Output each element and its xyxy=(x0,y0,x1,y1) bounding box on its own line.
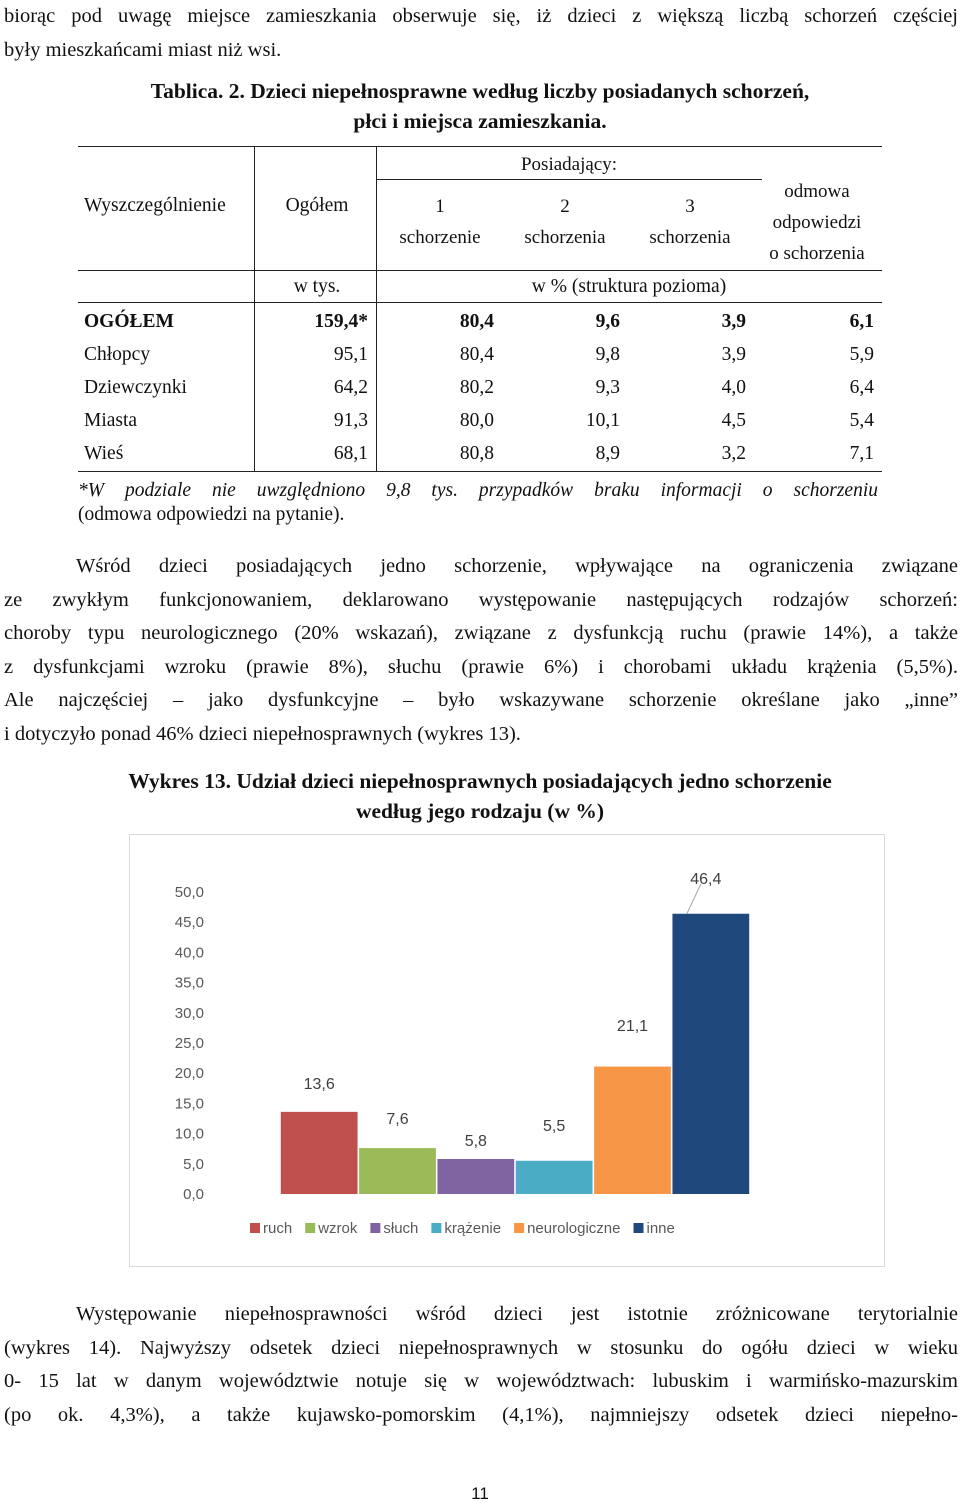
legend-label: ruch xyxy=(263,1220,293,1237)
header-text: schorzenia xyxy=(524,227,606,248)
header-col-2 xyxy=(502,191,628,253)
text-line: i dotyczyło ponad 46% dzieci niepełnosprawnych (wykres 13). xyxy=(4,722,521,745)
row-label: OGÓŁEM xyxy=(84,311,174,332)
row-total: 159,4* xyxy=(314,311,368,332)
chart-canvas xyxy=(130,835,884,1266)
text-line: 0- 15 lat w danym województwie notuje się w województwach: lubuskim i warmińsko-mazurskim xyxy=(4,1370,958,1392)
row-one: 80,8 xyxy=(459,443,494,464)
y-tick-label: 0,0 xyxy=(183,1186,204,1203)
text-line: Wśród dzieci posiadających jedno schorzenie, wpływające na ograniczenia związane xyxy=(76,555,958,577)
row-refusal: 5,9 xyxy=(849,344,874,365)
header-text: 3 xyxy=(685,196,695,217)
bar-słuch xyxy=(437,1159,514,1194)
row-two: 10,1 xyxy=(585,410,620,431)
row-total: 64,2 xyxy=(333,377,368,398)
header-text: 1 xyxy=(435,196,445,217)
row-three: 3,9 xyxy=(721,344,746,365)
legend-label: krążenie xyxy=(444,1220,502,1237)
legend-swatch xyxy=(514,1223,524,1233)
row-refusal: 6,4 xyxy=(849,377,874,398)
legend-swatch xyxy=(250,1223,260,1233)
y-tick-label: 30,0 xyxy=(174,1004,204,1022)
bar-krążenie xyxy=(516,1161,593,1194)
legend-label: inne xyxy=(646,1220,675,1237)
data-table xyxy=(78,146,882,472)
row-two: 9,3 xyxy=(595,377,620,398)
footnote-line: (odmowa odpowiedzi na pytanie). xyxy=(78,504,345,525)
header-text: schorzenia xyxy=(649,227,731,248)
text-line: Występowanie niepełnosprawności wśród dzieci jest istotnie zróżnicowane terytorialnie xyxy=(76,1303,958,1325)
chart-caption xyxy=(0,766,960,826)
text-line: (po ok. 4,3%), a także kujawsko-pomorskim (4,1%), najmniejszy odsetek dzieci niepełno- xyxy=(4,1403,958,1426)
data-label-leader xyxy=(687,884,701,914)
row-refusal: 6,1 xyxy=(849,311,874,332)
y-tick-label: 35,0 xyxy=(174,974,204,992)
row-two: 9,8 xyxy=(595,344,620,365)
table-caption xyxy=(0,76,960,136)
data-label: 7,6 xyxy=(386,1111,409,1128)
row-one: 80,4 xyxy=(459,311,494,332)
row-three: 3,2 xyxy=(721,443,746,464)
row-three: 4,0 xyxy=(721,377,746,398)
body-paragraph xyxy=(4,550,958,751)
text-line: były mieszkańcami miast niż wsi. xyxy=(4,38,282,61)
row-label: Wieś xyxy=(84,443,124,464)
data-label: 5,5 xyxy=(543,1118,566,1135)
text-line: (wykres 14). Najwyższy odsetek dzieci niepełnosprawnych w stosunku do ogółu dzieci w wieku xyxy=(4,1336,958,1359)
header-text: odpowiedzi xyxy=(772,212,862,233)
y-tick-label: 10,0 xyxy=(174,1125,204,1143)
table-divider xyxy=(376,146,377,472)
intro-paragraph xyxy=(4,0,958,67)
y-tick-label: 25,0 xyxy=(174,1035,204,1052)
y-tick-label: 5,0 xyxy=(183,1155,204,1173)
data-label: 46,4 xyxy=(690,871,722,888)
row-label: Miasta xyxy=(84,410,138,431)
row-label: Dziewczynki xyxy=(84,377,187,398)
header-label: Wyszczególnienie xyxy=(84,195,226,216)
header-col-1 xyxy=(378,191,502,253)
legend-swatch xyxy=(305,1223,315,1233)
row-one: 80,0 xyxy=(459,410,494,431)
bar-wzrok xyxy=(359,1148,436,1194)
y-tick-label: 15,0 xyxy=(174,1095,204,1113)
text-line: Ale najczęściej – jako dysfunkcyjne – było wskazywane schorzenie określane jako „inne” xyxy=(4,689,958,711)
header-group: Posiadający: xyxy=(520,154,618,175)
header-text: odmowa xyxy=(784,181,850,202)
table-rule xyxy=(78,146,882,147)
legend-label: neurologiczne xyxy=(527,1220,621,1237)
bar-chart xyxy=(129,834,885,1267)
table-footnote xyxy=(78,479,878,527)
header-text: 2 xyxy=(560,196,570,217)
text-line: ze zwykłym funkcjonowaniem, deklarowano występowanie następujących rodzajów schorzeń: xyxy=(4,588,958,611)
row-two: 9,6 xyxy=(595,311,620,332)
unit-total: w tys. xyxy=(293,276,341,297)
row-three: 4,5 xyxy=(721,410,746,431)
table-rule xyxy=(78,471,882,472)
table-rule xyxy=(78,270,882,271)
bar-inne xyxy=(672,914,749,1194)
table-divider xyxy=(254,146,255,472)
legend-swatch xyxy=(370,1223,380,1233)
row-two: 8,9 xyxy=(595,443,620,464)
header-col-refusal xyxy=(752,176,882,269)
y-tick-label: 50,0 xyxy=(174,884,204,901)
y-tick-label: 40,0 xyxy=(174,944,204,962)
legend-swatch xyxy=(634,1223,644,1233)
caption-line: Tablica. 2. Dzieci niepełnosprawne według liczby posiadanych schorzeń, xyxy=(150,79,810,103)
page-number: 11 xyxy=(471,1484,489,1503)
legend-swatch xyxy=(431,1223,441,1233)
data-label: 13,6 xyxy=(303,1076,335,1093)
row-one: 80,2 xyxy=(459,377,494,398)
row-one: 80,4 xyxy=(459,344,494,365)
bar-ruch xyxy=(281,1112,358,1194)
row-total: 91,3 xyxy=(333,410,368,431)
caption-line: według jego rodzaju (w %) xyxy=(355,799,605,823)
table-rule xyxy=(78,302,882,303)
data-label: 5,8 xyxy=(464,1133,487,1150)
row-label: Chłopcy xyxy=(84,344,151,365)
caption-line: płci i miejsca zamieszkania. xyxy=(353,109,607,133)
row-total: 95,1 xyxy=(333,344,368,365)
text-line: z dysfunkcjami wzroku (prawie 8%), słuchu (prawie 6%) i chorobami układu krążenia (5,5%). xyxy=(4,655,958,678)
footnote-line: *W podziale nie uwzględniono 9,8 tys. przypadków braku informacji o schorzeniu xyxy=(78,480,878,501)
row-total: 68,1 xyxy=(333,443,368,464)
legend-label: wzrok xyxy=(318,1220,358,1237)
text-line: choroby typu neurologicznego (20% wskazań), związane z dysfunkcją ruchu (prawie 14%), a także xyxy=(4,622,958,644)
legend-label: słuch xyxy=(383,1220,419,1237)
y-tick-label: 45,0 xyxy=(174,914,204,932)
row-three: 3,9 xyxy=(721,311,746,332)
data-label: 21,1 xyxy=(616,1018,649,1035)
text-line: biorąc pod uwagę miejsce zamieszkania obserwuje się, iż dzieci z większą liczbą schorzeń częściej xyxy=(4,5,958,27)
unit-percent: w % (struktura pozioma) xyxy=(531,276,727,297)
caption-line: Wykres 13. Udział dzieci niepełnosprawnych posiadających jedno schorzenie xyxy=(128,769,832,793)
header-col-3 xyxy=(628,191,752,253)
bar-neurologiczne xyxy=(594,1067,671,1194)
row-refusal: 5,4 xyxy=(849,410,874,431)
header-text: schorzenie xyxy=(399,227,481,248)
y-tick-label: 20,0 xyxy=(174,1065,204,1083)
row-refusal: 7,1 xyxy=(849,443,874,464)
header-text: o schorzenia xyxy=(769,243,865,264)
header-total: Ogółem xyxy=(285,195,349,216)
body-paragraph xyxy=(4,1298,958,1432)
